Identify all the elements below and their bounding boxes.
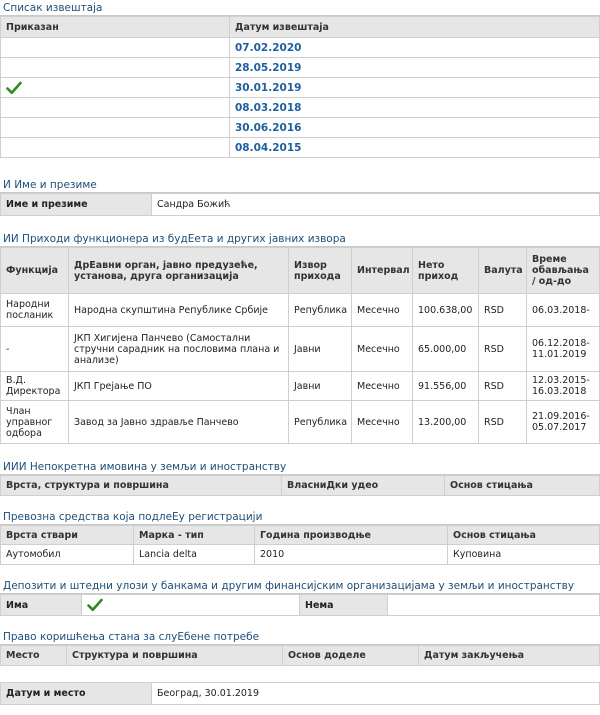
income-function-cell: Народни посланик <box>1 294 69 327</box>
income-section <box>0 231 600 444</box>
vehicles-table <box>0 525 600 565</box>
income-row <box>1 327 600 372</box>
income-section-title: ИИ Приходи функционера из будЕета и других јавних извора <box>0 231 600 247</box>
income-org-cell: ЈКП Грејање ПО <box>69 372 289 401</box>
income-period-cell: 06.03.2018- <box>527 294 600 327</box>
report-shown-cell <box>1 38 230 58</box>
income-interval-cell: Месечно <box>352 401 413 444</box>
report-row <box>1 58 600 78</box>
report-row <box>1 118 600 138</box>
vehicles-col-basis: Основ стицања <box>448 526 600 545</box>
report-row <box>1 78 600 98</box>
name-label: Име и презиме <box>1 194 152 216</box>
footer-section <box>0 682 600 705</box>
property-col-ownership: ВласниДки удео <box>282 476 445 496</box>
footer-value: Београд, 30.01.2019 <box>152 683 600 705</box>
deposits-table <box>0 594 600 616</box>
income-col-interval: Интервал <box>352 248 413 294</box>
vehicle-row <box>1 545 600 565</box>
income-col-function: Функција <box>1 248 69 294</box>
reports-section <box>0 0 600 158</box>
income-interval-cell: Месечно <box>352 372 413 401</box>
income-col-currency: Валута <box>479 248 527 294</box>
report-date-cell <box>230 118 600 138</box>
income-currency-cell: RSD <box>479 327 527 372</box>
checkmark-icon <box>87 598 103 612</box>
income-col-source: Извор прихода <box>289 248 352 294</box>
housing-table <box>0 645 600 666</box>
property-section <box>0 459 600 496</box>
income-source-cell: Република <box>289 294 352 327</box>
report-date-cell <box>230 138 600 158</box>
name-section-title: И Име и презиме <box>0 177 600 193</box>
reports-col-date: Датум извештаја <box>230 17 600 38</box>
vehicles-section-title: Превозна средства која подлеЕу регистрацији <box>0 509 600 525</box>
income-currency-cell: RSD <box>479 372 527 401</box>
income-row <box>1 294 600 327</box>
income-org-cell: ЈКП Хигијена Панчево (Самостални стручни сарадник на пословима плана и анализе) <box>69 327 289 372</box>
housing-col-basis: Основ доделе <box>283 646 419 666</box>
income-period-cell: 12.03.2015-16.03.2018 <box>527 372 600 401</box>
name-section <box>0 177 600 216</box>
deposits-has-label: Има <box>1 595 82 616</box>
income-row <box>1 401 600 444</box>
report-date-link[interactable]: 08.03.2018 <box>235 101 302 114</box>
vehicles-col-type: Врста ствари <box>1 526 134 545</box>
income-net-cell: 13.200,00 <box>413 401 479 444</box>
deposits-has-value <box>82 595 300 616</box>
report-date-link[interactable]: 28.05.2019 <box>235 61 302 74</box>
report-date-link[interactable]: 30.06.2016 <box>235 121 302 134</box>
report-date-link[interactable]: 07.02.2020 <box>235 41 302 54</box>
income-col-period: Време обављања / од-до <box>527 248 600 294</box>
footer-label: Датум и место <box>1 683 152 705</box>
housing-col-date: Датум закључења <box>419 646 600 666</box>
report-date-cell <box>230 78 600 98</box>
housing-section-title: Право коришћења стана за слуЕбене потребе <box>0 629 600 645</box>
income-currency-cell: RSD <box>479 401 527 444</box>
vehicle-type: Аутомобил <box>1 545 134 565</box>
vehicles-section <box>0 509 600 565</box>
property-section-title: ИИИ Непокретна имовина у земљи и иностранству <box>0 459 600 475</box>
report-shown-cell <box>1 118 230 138</box>
housing-col-place: Место <box>1 646 67 666</box>
report-shown-cell <box>1 78 230 98</box>
reports-col-shown: Приказан <box>1 17 230 38</box>
property-col-type: Врста, структура и површина <box>1 476 282 496</box>
report-row <box>1 98 600 118</box>
report-row <box>1 138 600 158</box>
income-interval-cell: Месечно <box>352 294 413 327</box>
deposits-none-value <box>388 595 600 616</box>
report-shown-cell <box>1 138 230 158</box>
income-function-cell: В.Д. Директора <box>1 372 69 401</box>
reports-table <box>0 16 600 158</box>
income-source-cell: Република <box>289 401 352 444</box>
income-org-cell: Народна скупштина Републике Србије <box>69 294 289 327</box>
report-date-cell <box>230 38 600 58</box>
property-col-basis: Основ стицања <box>445 476 600 496</box>
income-function-cell: Члан управног одбора <box>1 401 69 444</box>
vehicle-basis: Куповина <box>448 545 600 565</box>
income-org-cell: Завод за Јавно здравље Панчево <box>69 401 289 444</box>
reports-header-row <box>1 17 600 38</box>
income-header-row <box>1 248 600 294</box>
name-value: Сандра Божић <box>152 194 600 216</box>
income-net-cell: 65.000,00 <box>413 327 479 372</box>
deposits-section <box>0 578 600 616</box>
income-source-cell: Јавни <box>289 327 352 372</box>
report-date-link[interactable]: 30.01.2019 <box>235 81 302 94</box>
vehicle-make: Lancia delta <box>134 545 255 565</box>
report-date-cell <box>230 58 600 78</box>
housing-col-structure: Структура и површина <box>67 646 283 666</box>
income-row <box>1 372 600 401</box>
income-net-cell: 91.556,00 <box>413 372 479 401</box>
income-period-cell: 06.12.2018-11.01.2019 <box>527 327 600 372</box>
reports-section-title: Списак извештаја <box>0 0 600 16</box>
vehicle-year: 2010 <box>255 545 448 565</box>
income-col-org: ДрЕавни орган, јавно предузеће, установа, друга организација <box>69 248 289 294</box>
vehicles-col-year: Година производње <box>255 526 448 545</box>
housing-section <box>0 629 600 666</box>
report-shown-cell <box>1 58 230 78</box>
income-function-cell: - <box>1 327 69 372</box>
checkmark-icon <box>6 81 22 95</box>
report-row <box>1 38 600 58</box>
income-col-net: Нето приход <box>413 248 479 294</box>
footer-table <box>0 682 600 705</box>
report-date-link[interactable]: 08.04.2015 <box>235 141 302 154</box>
name-table <box>0 193 600 216</box>
income-table <box>0 247 600 444</box>
property-table <box>0 475 600 496</box>
income-interval-cell: Месечно <box>352 327 413 372</box>
report-date-cell <box>230 98 600 118</box>
income-source-cell: Јавни <box>289 372 352 401</box>
vehicles-col-make: Марка - тип <box>134 526 255 545</box>
income-currency-cell: RSD <box>479 294 527 327</box>
income-net-cell: 100.638,00 <box>413 294 479 327</box>
report-shown-cell <box>1 98 230 118</box>
income-period-cell: 21.09.2016-05.07.2017 <box>527 401 600 444</box>
deposits-section-title: Депозити и штедни улози у банкама и другим финансијским организацијама у земљи и иностранству <box>0 578 600 594</box>
deposits-none-label: Нема <box>300 595 388 616</box>
